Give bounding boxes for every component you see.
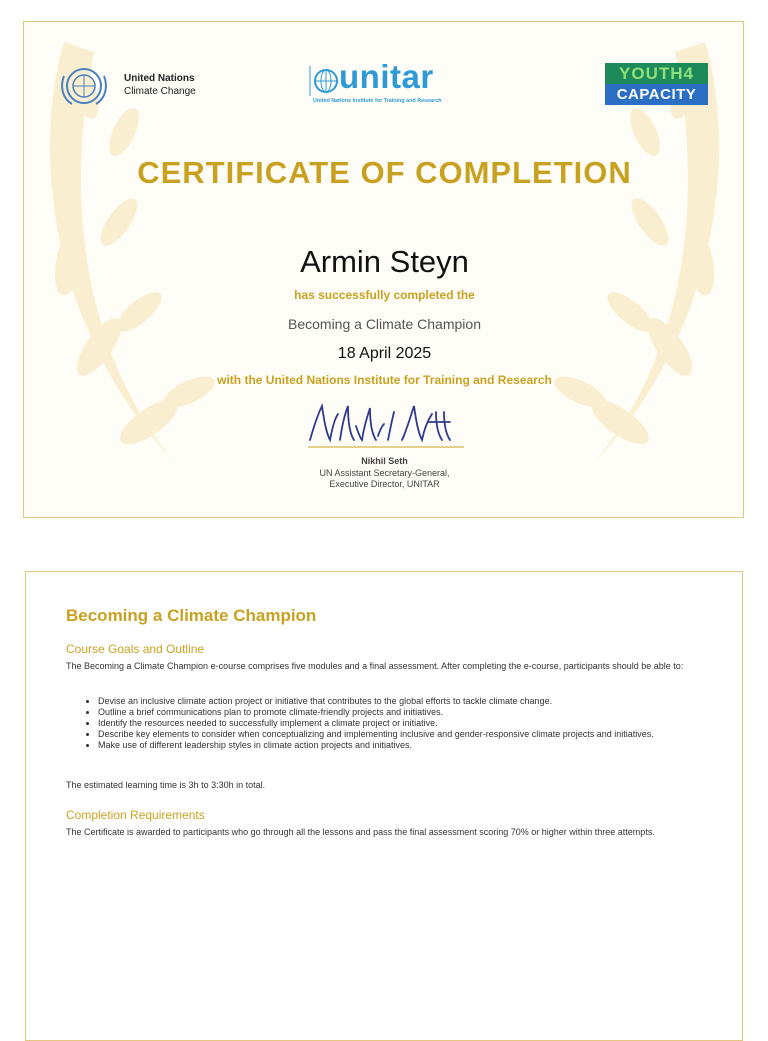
- list-item: • Identify the resources needed to successfully implement a climate project or initiative.: [98, 718, 686, 729]
- unitar-globe-icon: [309, 66, 339, 96]
- list-item: • Make use of different leadership styles in climate action projects and initiatives.: [98, 740, 686, 751]
- un-emblem-icon: [58, 64, 114, 108]
- certificate-page: [23, 21, 744, 518]
- signature-image: [304, 396, 466, 452]
- institution-line: with the United Nations Institute for Training and Research: [217, 373, 552, 387]
- youth4-text: YOUTH4: [605, 63, 708, 84]
- course-details-title: Becoming a Climate Champion: [66, 606, 317, 625]
- signatory-name: Nikhil Seth: [361, 456, 408, 466]
- list-item: • Devise an inclusive climate action project or initiative that contributes to the global efforts to tackle climate change.: [98, 696, 686, 707]
- completed-line: has successfully completed the: [294, 288, 475, 302]
- recipient-name: Armin Steyn: [300, 244, 469, 279]
- list-item: • Describe key elements to consider when conceptualizing and implementing inclusive and gender-responsive climate projects and initiatives.: [98, 729, 686, 740]
- course-name: Becoming a Climate Champion: [288, 316, 481, 332]
- learning-time: The estimated learning time is 3h to 3:30h in total.: [66, 780, 266, 790]
- unfccc-logo: [58, 64, 208, 108]
- goals-intro: The Becoming a Climate Champion e-course comprises five modules and a final assessment. After completing the e-course, participants should be able to:: [66, 661, 684, 671]
- signatory-title-1: UN Assistant Secretary-General,: [319, 468, 450, 478]
- youth4capacity-logo: [605, 63, 708, 105]
- certificate-title: CERTIFICATE OF COMPLETION: [137, 155, 632, 190]
- list-item: • Outline a brief communications plan to promote climate-friendly projects and initiatives.: [98, 707, 686, 718]
- goals-list: [66, 696, 686, 751]
- unitar-tagline: United Nations Institute for Training and Research: [313, 98, 442, 104]
- requirements-heading: Completion Requirements: [66, 808, 205, 822]
- signatory-title-2: Executive Director, UNITAR: [329, 479, 440, 489]
- unfccc-subtitle: Climate Change: [124, 86, 196, 97]
- unitar-wordmark: unitar: [339, 58, 434, 95]
- course-details-page: [25, 571, 743, 1041]
- unitar-logo: [307, 58, 477, 108]
- goals-heading: Course Goals and Outline: [66, 642, 205, 656]
- capacity-text: CAPACITY: [605, 84, 708, 105]
- completion-date: 18 April 2025: [337, 345, 432, 362]
- requirements-text: The Certificate is awarded to participants who go through all the lessons and pass the final assessment scoring 70% or higher within three attempts.: [66, 827, 655, 837]
- unfccc-name: United Nations: [124, 73, 195, 84]
